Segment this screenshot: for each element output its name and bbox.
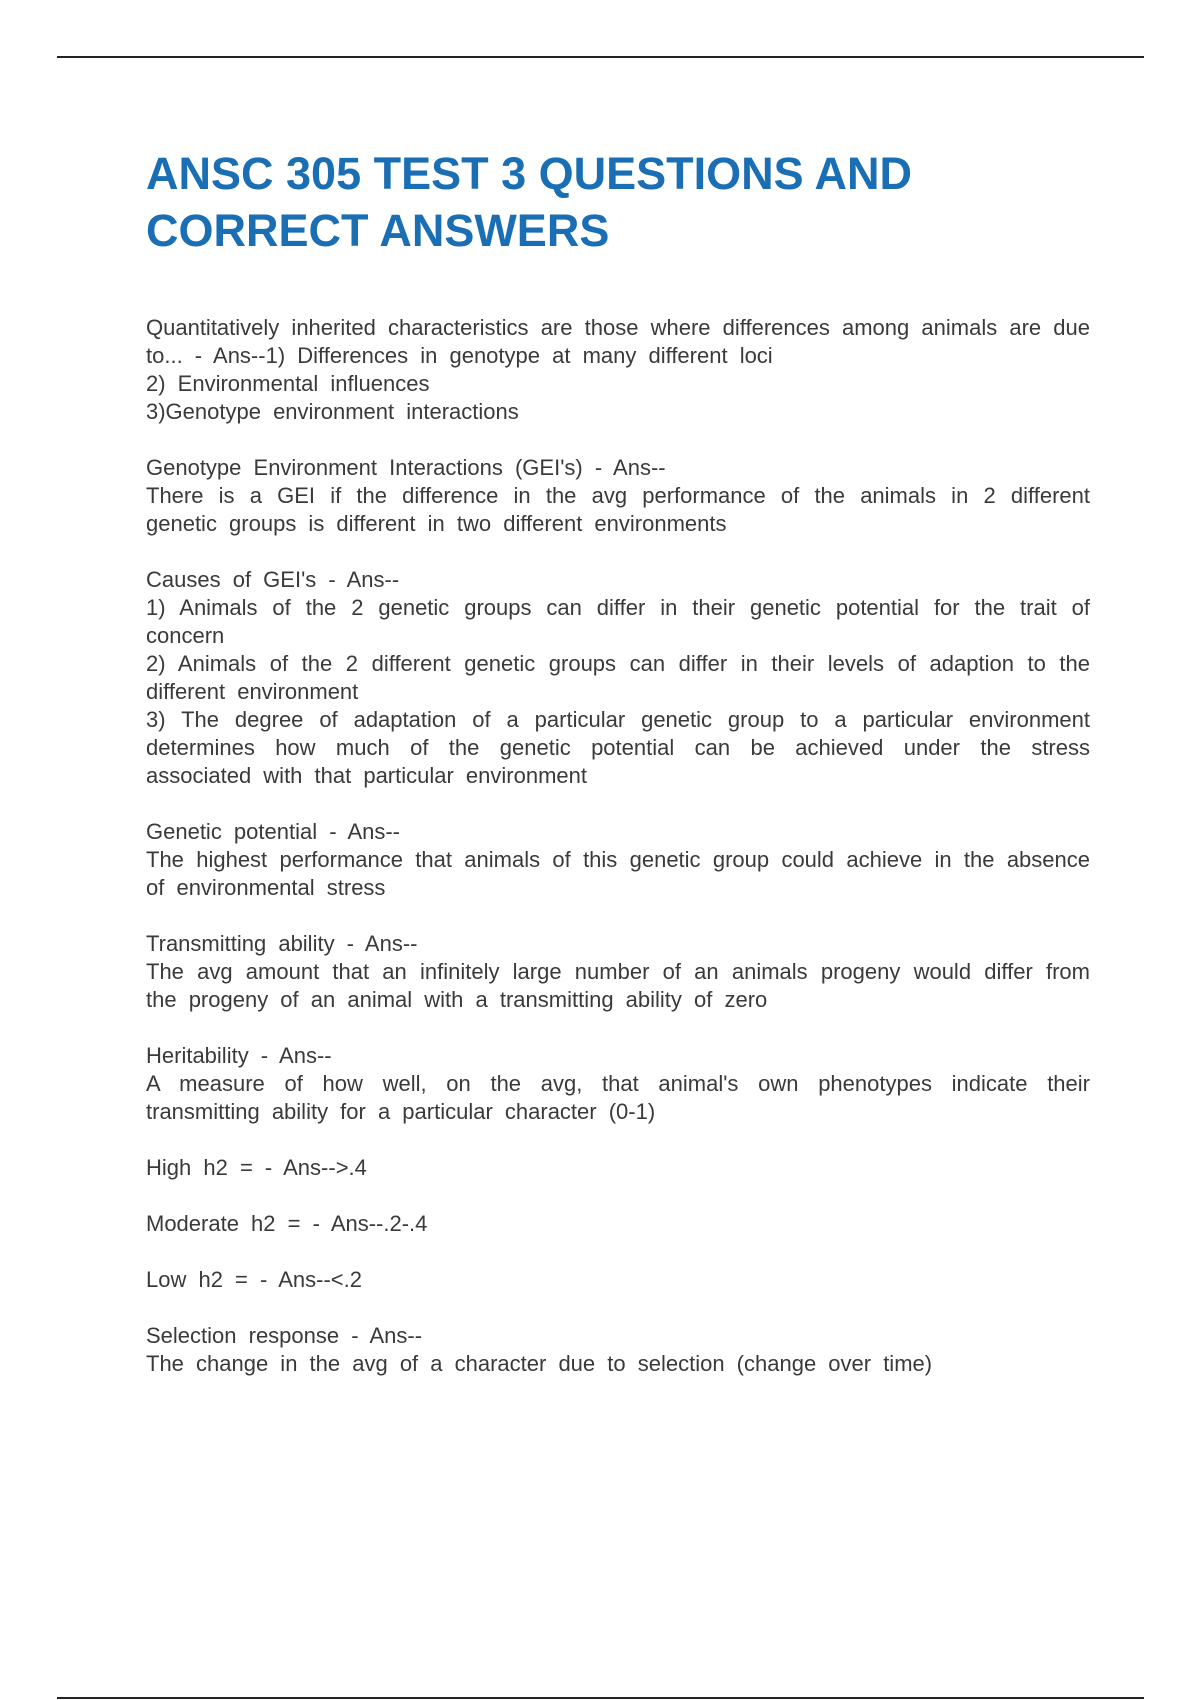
- document-title: ANSC 305 TEST 3 QUESTIONS AND CORRECT ANSWERS: [146, 148, 912, 256]
- qa-entry: [146, 454, 1090, 538]
- question-text: Causes of GEI's - Ans--: [146, 567, 400, 592]
- answer-line: The highest performance that animals of this genetic group could achieve in the absence of environmental stress: [146, 847, 1090, 900]
- qa-entry: [146, 1322, 1090, 1378]
- question-text: Moderate h2 = - Ans--.2-.4: [146, 1211, 428, 1236]
- question-text: Heritability - Ans--: [146, 1043, 332, 1068]
- question-text: Genotype Environment Interactions (GEI's) - Ans--: [146, 455, 666, 480]
- footer-rule: [57, 1697, 1144, 1699]
- question-text: High h2 = - Ans-->.4: [146, 1155, 367, 1180]
- question-text: Quantitatively inherited characteristics are those where differences among animals are due to... - Ans--1) Differences in genotype at many different loci: [146, 315, 1090, 368]
- answer-line: 2) Animals of the 2 different genetic groups can differ in their levels of adaption to the different environment: [146, 651, 1090, 704]
- qa-entry: [146, 1210, 1090, 1238]
- question-text: Transmitting ability - Ans--: [146, 931, 418, 956]
- qa-list: [146, 314, 1090, 1406]
- question-text: Selection response - Ans--: [146, 1323, 423, 1348]
- answer-line: The change in the avg of a character due to selection (change over time): [146, 1351, 933, 1376]
- question-text: Low h2 = - Ans--<.2: [146, 1267, 362, 1292]
- answer-line: The avg amount that an infinitely large number of an animals progeny would differ from the progeny of an animal with a transmitting ability of zero: [146, 959, 1090, 1012]
- qa-entry: [146, 1266, 1090, 1294]
- qa-entry: [146, 818, 1090, 902]
- qa-entry: [146, 1154, 1090, 1182]
- header-rule: [57, 56, 1144, 58]
- answer-line: 3)Genotype environment interactions: [146, 399, 519, 424]
- answer-line: 3) The degree of adaptation of a particular genetic group to a particular environment determines how much of the genetic potential can be achieved under the stress associated with that particular environment: [146, 707, 1090, 788]
- answer-line: 2) Environmental influences: [146, 371, 430, 396]
- answer-line: A measure of how well, on the avg, that animal's own phenotypes indicate their transmitting ability for a particular character (0-1): [146, 1071, 1090, 1124]
- question-text: Genetic potential - Ans--: [146, 819, 401, 844]
- answer-line: 1) Animals of the 2 genetic groups can differ in their genetic potential for the trait of concern: [146, 595, 1090, 648]
- answer-line: There is a GEI if the difference in the avg performance of the animals in 2 different genetic groups is different in two different environments: [146, 483, 1090, 536]
- qa-entry: [146, 1042, 1090, 1126]
- qa-entry: [146, 566, 1090, 790]
- qa-entry: [146, 930, 1090, 1014]
- qa-entry: [146, 314, 1090, 426]
